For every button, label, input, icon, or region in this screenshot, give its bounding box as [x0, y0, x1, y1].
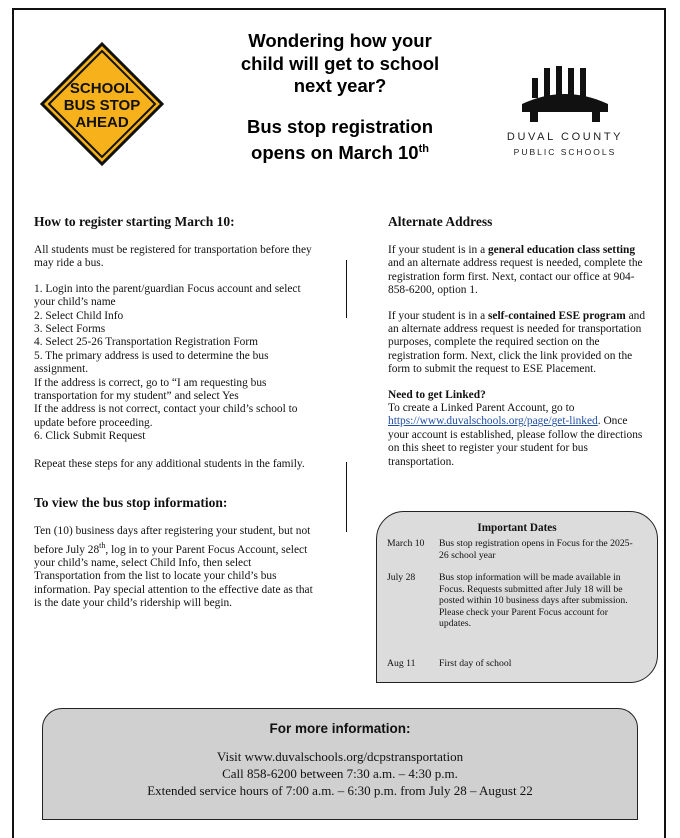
date-text: First day of school: [439, 658, 512, 669]
step-item: 1. Login into the parent/guardian Focus account and select your child’s name: [34, 282, 301, 309]
subheadline-line-2: [190, 138, 490, 165]
dcps-logo-icon: [500, 66, 630, 158]
step-item: 5. The primary address is used to determine the bus assignment.: [34, 349, 269, 376]
step-item: 6. Click Submit Request: [34, 430, 146, 443]
headline-line-3: next year?: [293, 75, 387, 96]
view-heading: To view the bus stop information:: [34, 495, 228, 511]
repeat-note: Repeat these steps for any additional students in the family.: [34, 457, 305, 470]
more-info-line: Call 858-6200 between 7:30 a.m. – 4:30 p.m.: [222, 766, 458, 781]
step-item: If the address is correct, go to “I am requesting bus transportation for my student” and select Yes: [34, 376, 267, 403]
sign-line-1: SCHOOL: [69, 80, 135, 97]
view-paragraph: [34, 525, 319, 610]
divider-line-upper: [346, 260, 347, 318]
register-steps: [34, 283, 319, 444]
headline: [190, 30, 490, 165]
headline-line-2: child will get to school: [240, 52, 440, 74]
get-linked-link[interactable]: https://www.duvalschools.org/page/get-linked: [388, 415, 598, 428]
view-text-2: , log in to your Parent Focus Account, select your child’s name, select Child Info, then select Transportation from the list to locate your child’s bus information. Pay special attention to the effective date as that is the date your child’s ridership will begin.: [34, 543, 313, 609]
view-text-1: Ten (10) business days after registering your student, but not before July 28: [34, 525, 311, 556]
more-info-title: For more information:: [269, 721, 411, 736]
subheadline-line-1: Bus stop registration: [246, 115, 434, 137]
headline-line-1: Wondering how your: [248, 30, 432, 51]
date-text: Bus stop information will be made available in Focus. Requests submitted after July 18 will be posted within 10 business days after submission. Please check your Parent Focus account for updates.: [439, 572, 628, 630]
alt-ese-paragraph: If your student is in a self-contained ESE program and an alternate address request is needed for transportation purposes, complete the required section on the registration form. Next, click the link provided on the form to submit the request to ESE Placement.: [388, 309, 646, 376]
alternate-address-heading: Alternate Address: [388, 214, 493, 229]
right-column: [388, 214, 648, 481]
step-item: 2. Select Child Info: [34, 309, 124, 322]
date-text: Bus stop registration opens in Focus for the 2025-26 school year: [439, 538, 633, 561]
linked-paragraph: To create a Linked Parent Account, go to https://www.duvalschools.org/page/get-linked. Once your account is established, please follow the directions on this sheet to register your student for bus transportation.: [388, 402, 643, 468]
left-column: [34, 214, 319, 622]
logo-name: DUVAL COUNTY: [506, 131, 624, 143]
sign-line-2: BUS STOP: [63, 97, 141, 114]
register-intro: All students must be registered for transportation before they may ride a bus.: [34, 244, 312, 270]
divider-line-lower: [346, 462, 347, 532]
view-sup: th: [99, 540, 106, 550]
more-info-line: Extended service hours of 7:00 a.m. – 6:30 p.m. from July 28 – August 22: [147, 783, 533, 798]
date-label: Aug 11: [387, 658, 416, 669]
logo-subtitle: PUBLIC SCHOOLS: [513, 147, 617, 157]
sign-line-3: AHEAD: [75, 114, 129, 131]
subheadline-text: opens on March 10: [251, 142, 419, 164]
step-item: If the address is not correct, contact your child’s school to update before proceeding.: [34, 403, 298, 429]
important-dates-box: [376, 511, 658, 683]
bus-stop-sign-icon: [38, 40, 166, 168]
step-item: 3. Select Forms: [34, 323, 106, 336]
more-info-box: [42, 708, 638, 820]
register-heading: How to register starting March 10:: [34, 214, 235, 229]
date-label: March 10: [387, 538, 425, 549]
date-label: July 28: [387, 572, 416, 583]
more-info-line: Visit www.duvalschools.org/dcpstransportation: [216, 749, 464, 764]
important-dates-title: Important Dates: [477, 522, 557, 534]
step-item: 4. Select 25-26 Transportation Registration Form: [34, 336, 259, 349]
alt-general-paragraph: If your student is in a general education class setting and an alternate address request is needed, complete the registration form first. Next, contact our office at 904-858-6200, option 1.: [388, 244, 643, 297]
subheadline-sup: th: [418, 143, 429, 155]
linked-heading: Need to get Linked?: [388, 388, 486, 401]
